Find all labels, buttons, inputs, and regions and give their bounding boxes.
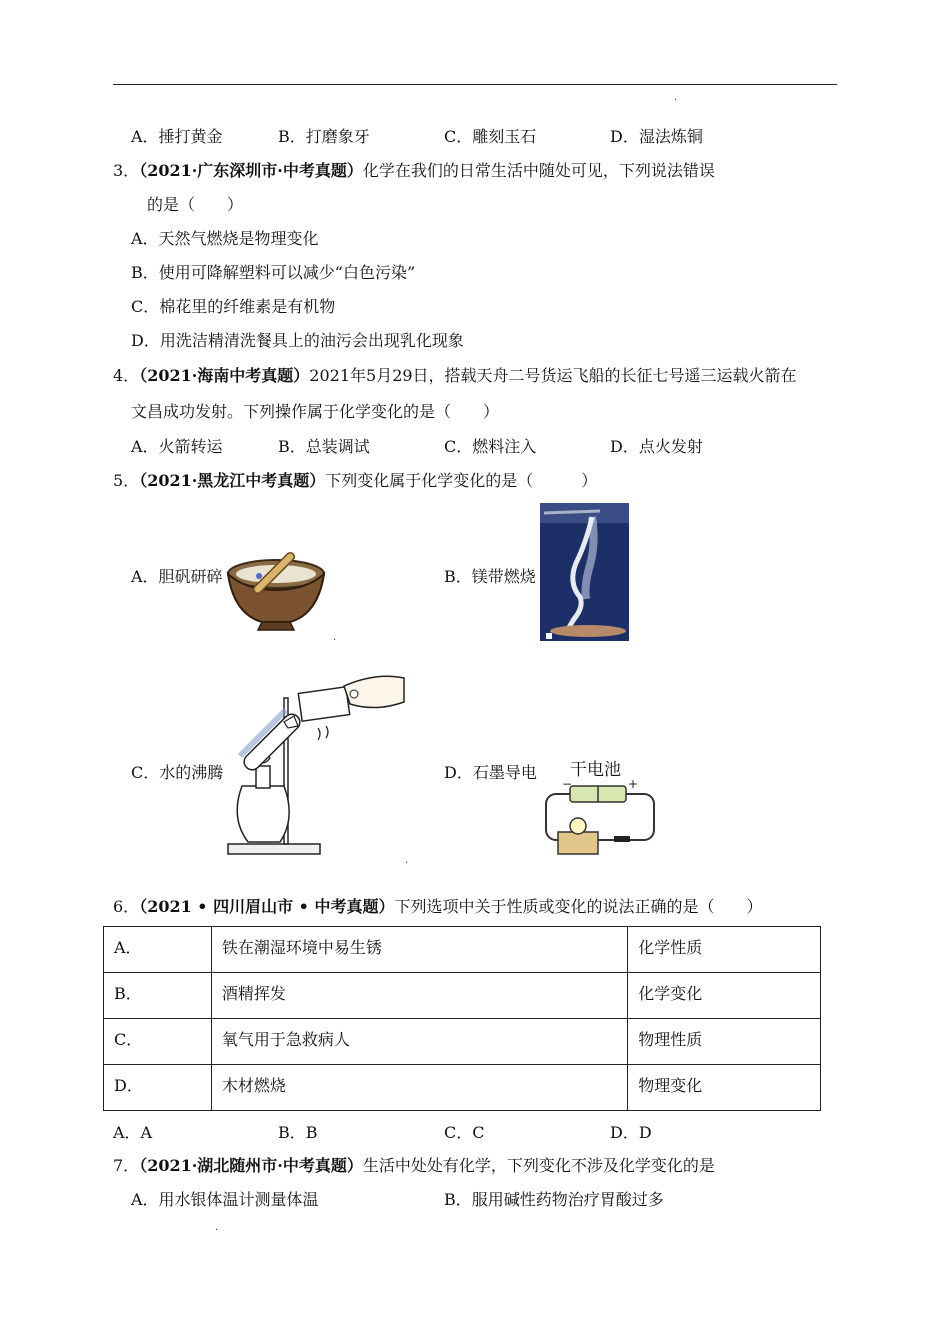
table-cell: 化学性质: [628, 927, 821, 973]
q4-option-a: A．火箭转运: [131, 437, 223, 456]
question-number: 5．: [113, 471, 140, 490]
question-source: （2021·广东深圳市·中考真题）: [139, 161, 363, 180]
boiling-water-apparatus-image: [226, 668, 408, 858]
mark-dot: .: [405, 855, 409, 866]
table-row: [104, 927, 821, 973]
table-row: [104, 1065, 821, 1111]
q4-option-d: D．点火发射: [610, 437, 703, 456]
table-cell: A．: [104, 927, 212, 973]
q2-option-c: C．雕刻玉石: [444, 127, 537, 146]
table-row: [104, 973, 821, 1019]
question-number: 6．: [113, 897, 140, 916]
q6-option-c: C．C: [444, 1123, 485, 1142]
question-5: [113, 470, 597, 492]
question-source: （2021·黑龙江中考真题）: [139, 471, 326, 490]
q4-option-b: B．总装调试: [278, 437, 370, 456]
question-number: 4．: [113, 366, 140, 385]
mark-dot: .: [215, 1222, 219, 1233]
q2-option-d: D．湿法炼铜: [610, 127, 703, 146]
question-stem: 生活中处处有化学，下列变化不涉及化学变化的是: [362, 1156, 715, 1175]
mark-dot: .: [333, 632, 337, 643]
question-stem: 2021年5月29日，搭载天舟二号货运飞船的长征七号遥三运载火箭在: [309, 366, 797, 385]
table-cell: C．: [104, 1019, 212, 1065]
question-source: （2021·湖北随州市·中考真题）: [139, 1156, 363, 1175]
question-7: [113, 1155, 715, 1177]
q3-option-b: B．使用可降解塑料可以减少“白色污染”: [131, 263, 416, 282]
question-4: [113, 365, 797, 387]
table-cell: B．: [104, 973, 212, 1019]
question-number: 7．: [113, 1156, 140, 1175]
q5-option-c: C．水的沸腾: [131, 763, 224, 782]
mark-dot: .: [674, 92, 678, 103]
table-cell: 酒精挥发: [211, 973, 627, 1019]
q6-table: [103, 926, 821, 1111]
q2-option-a: A．捶打黄金: [131, 127, 223, 146]
question-stem: 下列选项中关于性质或变化的说法正确的是（ ）: [394, 897, 763, 916]
mortar-pestle-image: [226, 538, 338, 634]
q7-option-a: A．用水银体温计测量体温: [131, 1190, 319, 1209]
svg-text:−: −: [562, 780, 573, 791]
question-stem: 下列变化属于化学变化的是（ ）: [325, 471, 598, 490]
table-cell: 木材燃烧: [211, 1065, 627, 1111]
q6-option-d: D．D: [610, 1123, 652, 1142]
battery-label: 干电池: [570, 760, 621, 780]
question-source: （2021 • 四川眉山市 • 中考真题）: [139, 897, 395, 916]
question-stem: 化学在我们的日常生活中随处可见，下列说法错误: [362, 161, 715, 180]
q6-option-a: A．A: [113, 1123, 153, 1142]
q5-option-b: B．镁带燃烧: [444, 567, 536, 586]
table-cell: 物理变化: [628, 1065, 821, 1111]
q3-option-d: D．用洗洁精清洗餐具上的油污会出现乳化现象: [131, 331, 464, 350]
question-source: （2021·海南中考真题）: [139, 366, 310, 385]
table-cell: 物理性质: [628, 1019, 821, 1065]
question-3-stem-cont: 的是（ ）: [147, 195, 244, 214]
q7-option-b: B．服用碱性药物治疗胃酸过多: [444, 1190, 664, 1209]
table-cell: 氧气用于急救病人: [211, 1019, 627, 1065]
question-3: [113, 160, 715, 182]
question-6: [113, 896, 762, 918]
question-4-stem-cont: 文昌成功发射。下列操作属于化学变化的是（ ）: [131, 402, 500, 421]
q2-option-b: B．打磨象牙: [278, 127, 370, 146]
q6-option-b: B．B: [278, 1123, 318, 1142]
graphite-circuit-image: [540, 780, 660, 860]
table-cell: 化学变化: [628, 973, 821, 1019]
svg-text:+: +: [628, 780, 639, 791]
question-number: 3．: [113, 161, 140, 180]
q5-option-a: A．胆矾研碎: [131, 567, 223, 586]
table-cell: 铁在潮湿环境中易生锈: [211, 927, 627, 973]
q4-option-c: C．燃料注入: [444, 437, 537, 456]
q5-option-d: D．石墨导电: [444, 763, 537, 782]
table-row: [104, 1019, 821, 1065]
table-cell: D．: [104, 1065, 212, 1111]
q3-option-a: A．天然气燃烧是物理变化: [131, 229, 319, 248]
magnesium-burning-image: [540, 503, 629, 641]
q3-option-c: C．棉花里的纤维素是有机物: [131, 297, 336, 316]
header-rule: [113, 84, 837, 85]
